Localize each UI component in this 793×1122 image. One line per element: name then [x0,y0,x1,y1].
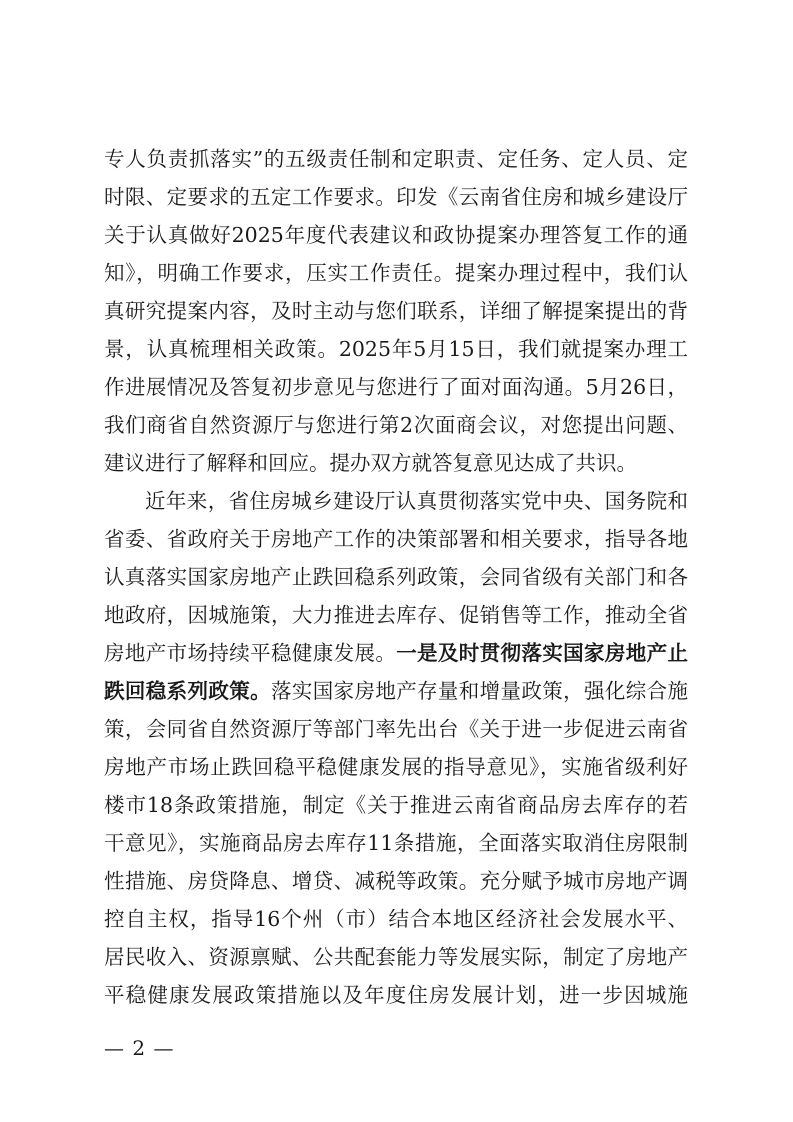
text-line: 时限、定要求的五定工作要求。印发《云南省住房和城乡建设厅 [104,185,688,209]
text-line: 省委、省政府关于房地产工作的决策部署和相关要求，指导各地 [104,527,688,551]
text-bold-heading: 跌回稳系列政策。 [104,679,271,703]
text-line: 控自主权，指导16个州（市）结合本地区经济社会发展水平、 [104,907,688,931]
text-line: 居民收入、资源禀赋、公共配套能力等发展实际，制定了房地产 [104,945,688,969]
text-bold-heading: 一是及时贯彻落实国家房地产止 [396,641,688,665]
paragraph-2 [104,482,688,1014]
text-line: 专人负责抓落实”的五级责任制和定职责、定任务、定人员、定 [104,147,688,171]
text-line: 知》，明确工作要求，压实工作责任。提案办理过程中，我们认 [104,261,688,285]
text-line: 我们商省自然资源厅与您进行第2次面商会议，对您提出问题、 [104,413,688,437]
text-line: 建议进行了解释和回应。提办双方就答复意见达成了共识。 [104,451,637,475]
text-line: 干意见》，实施商品房去库存11条措施，全面落实取消住房限制 [104,831,688,855]
text-line: 楼市18条政策措施，制定《关于推进云南省商品房去库存的若 [104,793,688,817]
text-line: 认真落实国家房地产止跌回稳系列政策，会同省级有关部门和各 [104,565,688,589]
text-line: 房地产市场止跌回稳平稳健康发展的指导意见》，实施省级利好 [104,755,688,779]
text-line: 作进展情况及答复初步意见与您进行了面对面沟通。5月26日， [104,375,688,399]
text-line [104,672,688,710]
text-line: 景，认真梳理相关政策。2025年5月15日，我们就提案办理工 [104,337,688,361]
paragraph-1 [104,140,688,482]
text-line: 关于认真做好2025年度代表建议和政协提案办理答复工作的通 [104,223,688,247]
text-line: 平稳健康发展政策措施以及年度住房发展计划，进一步因城施 [104,983,688,1007]
text-line: 性措施、房贷降息、增贷、减税等政策。充分赋予城市房地产调 [104,869,688,893]
text-line: 真研究提案内容，及时主动与您们联系，详细了解提案提出的背 [104,299,688,323]
text-normal: 房地产市场持续平稳健康发展。 [104,641,397,665]
text-normal: 落实国家房地产存量和增量政策，强化综合施 [270,679,688,703]
text-line: 近年来，省住房城乡建设厅认真贯彻落实党中央、国务院和 [145,489,688,513]
document-body [104,140,688,1014]
text-line: 策，会同省自然资源厅等部门率先出台《关于进一步促进云南省 [104,717,688,741]
text-line [104,634,688,672]
page-number: — 2 — [104,1036,175,1060]
text-line: 地政府，因城施策，大力推进去库存、促销售等工作，推动全省 [104,603,688,627]
